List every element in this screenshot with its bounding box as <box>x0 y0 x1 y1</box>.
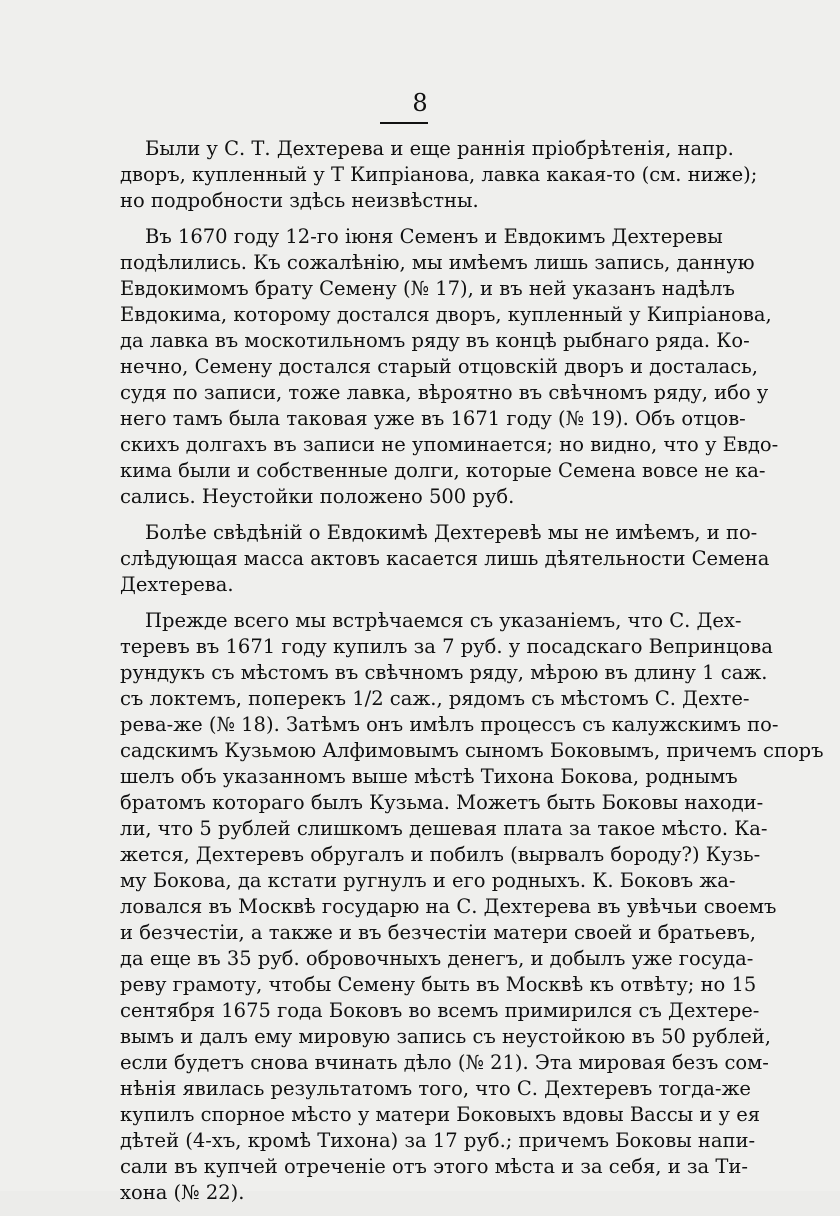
text-line: рева-же (№ 18). Затѣмъ онъ имѣлъ процессъ съ калужскимъ по- <box>120 713 779 736</box>
text-line: и безчестіи, а также и въ безчестіи матери своей и братьевъ, <box>120 921 756 944</box>
text-line: хона (№ 22). <box>120 1181 245 1204</box>
text-line: дворъ, купленный у Т Кипріанова, лавка какая-то (см. ниже); <box>120 163 758 186</box>
text-line: вымъ и далъ ему мировую запись съ неустойкою въ 50 рублей, <box>120 1025 771 1048</box>
text-line: реву грамоту, чтобы Семену быть въ Москвѣ къ отвѣту; но 15 <box>120 973 757 996</box>
text-line: дѣтей (4-хъ, кромѣ Тихона) за 17 руб.; причемъ Боковы напи- <box>120 1129 756 1152</box>
text-line: скихъ долгахъ въ записи не упоминается; но видно, что у Евдо- <box>120 433 779 456</box>
page-number-rule <box>380 122 428 124</box>
text-line: подѣлились. Къ сожалѣнію, мы имѣемъ лишь запись, данную <box>120 251 755 274</box>
text-line: слѣдующая масса актовъ касается лишь дѣятельности Семена <box>120 547 770 570</box>
text-line: нечно, Семену достался старый отцовскій дворъ и досталась, <box>120 355 758 378</box>
text-line: него тамъ была таковая уже въ 1671 году (№ 19). Объ отцов- <box>120 407 746 430</box>
text-line: ловался въ Москвѣ государю на С. Дехтерева въ увѣчьи своемъ <box>120 895 777 918</box>
text-line: сентября 1675 года Боковъ во всемъ примирился съ Дехтере- <box>120 999 760 1022</box>
text-line: рундукъ съ мѣстомъ въ свѣчномъ ряду, мѣрою въ длину 1 саж. <box>120 661 768 684</box>
text-line: Евдокимомъ брату Семену (№ 17), и въ ней указанъ надѣлъ <box>120 277 735 300</box>
text-line: Дехтерева. <box>120 573 234 596</box>
text-line: судя по записи, тоже лавка, вѣроятно въ свѣчномъ ряду, ибо у <box>120 381 769 404</box>
text-line: да еще въ 35 руб. обровочныхъ денегъ, и добылъ уже госуда- <box>120 947 754 970</box>
paragraph <box>120 136 758 214</box>
text-line: сали въ купчей отреченіе отъ этого мѣста и за себя, и за Ти- <box>120 1155 748 1178</box>
text-line: да лавка въ москотильномъ ряду въ концѣ рыбнаго ряда. Ко- <box>120 329 750 352</box>
text-line: жется, Дехтеревъ обругалъ и побилъ (вырвалъ бороду?) Кузь- <box>120 843 761 866</box>
paragraph <box>120 520 770 598</box>
text-line: Были у С. Т. Дехтерева и еще раннія пріобрѣтенія, напр. <box>145 137 734 160</box>
text-line: Прежде всего мы встрѣчаемся съ указаніемъ, что С. Дех- <box>145 609 742 632</box>
text-line: съ локтемъ, поперекъ 1/2 саж., рядомъ съ мѣстомъ С. Дехте- <box>120 687 750 710</box>
text-line: му Бокова, да кстати ругнулъ и его родныхъ. К. Боковъ жа- <box>120 869 736 892</box>
page-number: 8 <box>412 89 428 117</box>
text-line: сались. Неустойки положено 500 руб. <box>120 485 515 508</box>
paragraph <box>120 224 779 510</box>
text-line: Въ 1670 году 12-го іюня Семенъ и Евдокимъ Дехтеревы <box>145 225 723 248</box>
text-line: садскимъ Кузьмою Алфимовымъ сыномъ Боковымъ, причемъ споръ <box>120 739 824 762</box>
text-line: Евдокима, которому достался дворъ, купленный у Кипріанова, <box>120 303 772 326</box>
text-line: теревъ въ 1671 году купилъ за 7 руб. у посадскаго Вепринцова <box>120 635 773 658</box>
paragraph <box>120 608 824 1206</box>
text-line: нѣнія явилась результатомъ того, что С. Дехтеревъ тогда-же <box>120 1077 751 1100</box>
text-line: но подробности здѣсь неизвѣстны. <box>120 189 479 212</box>
text-line: ли, что 5 рублей слишкомъ дешевая плата за такое мѣсто. Ка- <box>120 817 768 840</box>
text-line: братомъ котораго былъ Кузьма. Можетъ быть Боковы находи- <box>120 791 764 814</box>
text-line: купилъ спорное мѣсто у матери Боковыхъ вдовы Вассы и у ея <box>120 1103 761 1126</box>
body-text <box>120 136 824 1216</box>
text-line: кима были и собственные долги, которые Семена вовсе не ка- <box>120 459 766 482</box>
text-line: если будетъ снова вчинать дѣло (№ 21). Эта мировая безъ сом- <box>120 1051 769 1074</box>
text-line: Болѣе свѣдѣній о Евдокимѣ Дехтеревѣ мы не имѣемъ, и по- <box>145 521 758 544</box>
text-line: шелъ объ указанномъ выше мѣстѣ Тихона Бокова, роднымъ <box>120 765 738 788</box>
